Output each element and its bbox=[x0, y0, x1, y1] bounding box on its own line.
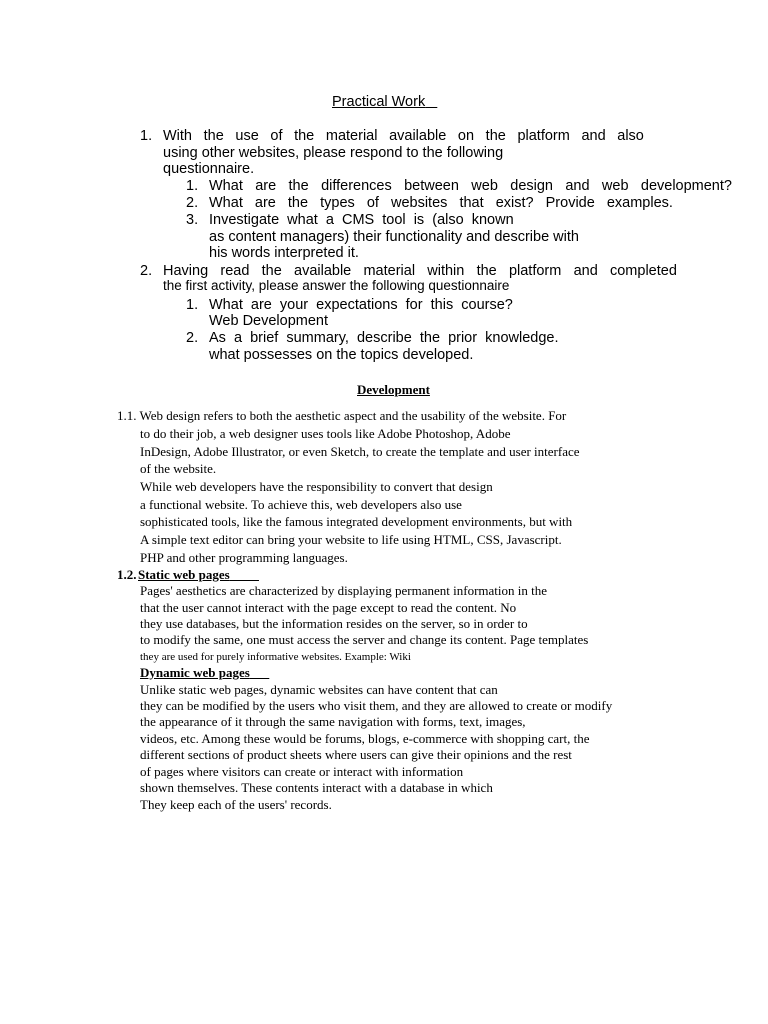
word: are bbox=[255, 178, 277, 194]
q1-sub3-line-1: Investigate what a CMS tool is (also known bbox=[209, 212, 514, 228]
word: Having bbox=[163, 263, 209, 279]
q1-sub1-number: 1. bbox=[186, 178, 199, 194]
word: web bbox=[601, 178, 629, 194]
q1-sub1-text bbox=[209, 178, 732, 194]
word: on bbox=[457, 128, 475, 144]
word: material bbox=[363, 263, 416, 279]
word: completed bbox=[609, 263, 677, 279]
word: platform bbox=[517, 128, 570, 144]
static-heading: Static web pages bbox=[138, 567, 230, 582]
p11-line: a functional website. To achieve this, web developers also use bbox=[140, 497, 462, 512]
word: that bbox=[459, 195, 484, 211]
word: platform bbox=[508, 263, 562, 279]
q2-sub1-number: 1. bbox=[186, 297, 199, 313]
static-line: that the user cannot interact with the page except to read the content. No bbox=[140, 600, 517, 615]
q1-sub3-line-2: as content managers) their functionality and describe with bbox=[209, 229, 579, 245]
word: types bbox=[320, 195, 355, 211]
word: What bbox=[209, 178, 243, 194]
word: the bbox=[261, 263, 282, 279]
p11-line: A simple text editor can bring your website to life using HTML, CSS, Javascript. bbox=[140, 532, 562, 547]
word: websites bbox=[390, 195, 448, 211]
p11-line: to do their job, a web designer uses tools like Adobe Photoshop, Adobe bbox=[140, 426, 511, 441]
word: and bbox=[573, 263, 598, 279]
dynamic-line: they can be modified by the users who visit them, and they are allowed to create or modify bbox=[140, 698, 613, 713]
word: development? bbox=[640, 178, 732, 194]
word: between bbox=[404, 178, 459, 194]
word: available bbox=[389, 128, 447, 144]
development-heading: Development bbox=[357, 382, 430, 397]
p11-line: sophisticated tools, like the famous integrated development environments, but with bbox=[140, 514, 573, 529]
word: material bbox=[325, 128, 378, 144]
dynamic-line: videos, etc. Among these would be forums, blogs, e-commerce with shopping cart, the bbox=[140, 731, 590, 746]
dynamic-line: the appearance of it through the same navigation with forms, text, images, bbox=[140, 714, 526, 729]
q1-number: 1. bbox=[140, 128, 153, 144]
word: the bbox=[288, 178, 309, 194]
static-section-number: 1.2. bbox=[117, 567, 137, 582]
word: design bbox=[510, 178, 553, 194]
q2-sub2-number: 2. bbox=[186, 330, 199, 346]
q2-sub1-line-1: What are your expectations for this course? bbox=[209, 297, 513, 313]
dynamic-line: They keep each of the users' records. bbox=[140, 797, 332, 812]
q1-sub3-number: 3. bbox=[186, 212, 199, 228]
dynamic-line: Unlike static web pages, dynamic websites can have content that can bbox=[140, 682, 498, 697]
word: the bbox=[203, 128, 224, 144]
static-line-small: they are used for purely informative websites. Example: Wiki bbox=[140, 651, 411, 663]
word: differences bbox=[321, 178, 392, 194]
q1-line-2: using other websites, please respond to the following bbox=[163, 145, 504, 161]
q2-number: 2. bbox=[140, 263, 153, 279]
q1-sub3-line-3: his words interpreted it. bbox=[209, 245, 359, 261]
word: examples. bbox=[606, 195, 673, 211]
q2-sub1-line-2: Web Development bbox=[209, 313, 329, 329]
word: web bbox=[471, 178, 498, 194]
q2-line-2: the first activity, please answer the following questionnaire bbox=[163, 278, 510, 293]
page-title: Practical Work bbox=[332, 94, 426, 110]
static-line: Pages' aesthetics are characterized by displaying permanent information in the bbox=[140, 583, 547, 598]
word: the bbox=[485, 128, 506, 144]
word: the bbox=[294, 128, 315, 144]
q2-sub2-line-1: As a brief summary, describe the prior knowledge. bbox=[209, 330, 559, 346]
p11-line: PHP and other programming languages. bbox=[140, 550, 348, 565]
word: the bbox=[476, 263, 497, 279]
word: are bbox=[254, 195, 276, 211]
q2-line-1 bbox=[163, 263, 677, 279]
p11-line: of the website. bbox=[140, 461, 217, 476]
word: and bbox=[581, 128, 606, 144]
dynamic-heading: Dynamic web pages bbox=[140, 665, 250, 680]
word: What bbox=[209, 195, 243, 211]
word: of bbox=[366, 195, 379, 211]
q1-sub2-number: 2. bbox=[186, 195, 199, 211]
word: the bbox=[287, 195, 309, 211]
p11-line: While web developers have the responsibility to convert that design bbox=[140, 479, 493, 494]
q2-sub2-line-2: what possesses on the topics developed. bbox=[209, 347, 474, 363]
dynamic-line: of pages where visitors can create or interact with information bbox=[140, 764, 464, 779]
word: use bbox=[235, 128, 259, 144]
word: available bbox=[294, 263, 352, 279]
dynamic-line: different sections of product sheets where users can give their opinions and the rest bbox=[140, 747, 572, 762]
dynamic-line: shown themselves. These contents interact with a database in which bbox=[140, 780, 493, 795]
p11-line: InDesign, Adobe Illustrator, or even Sketch, to create the template and user interface bbox=[140, 444, 580, 459]
word: With bbox=[163, 128, 192, 144]
static-line: to modify the same, one must access the server and change its content. Page templates bbox=[140, 632, 589, 647]
word: also bbox=[617, 128, 644, 144]
word: and bbox=[565, 178, 590, 194]
word: Provide bbox=[545, 195, 595, 211]
word: exist? bbox=[495, 195, 534, 211]
word: read bbox=[220, 263, 250, 279]
word: of bbox=[270, 128, 283, 144]
p11-line: 1.1. Web design refers to both the aesthetic aspect and the usability of the website. For bbox=[117, 408, 567, 423]
q1-line-3: questionnaire. bbox=[163, 161, 255, 177]
word: within bbox=[427, 263, 465, 279]
static-line: they use databases, but the information resides on the server, so in order to bbox=[140, 616, 528, 631]
q1-line-1 bbox=[163, 128, 644, 144]
q1-sub2-text bbox=[209, 195, 673, 211]
